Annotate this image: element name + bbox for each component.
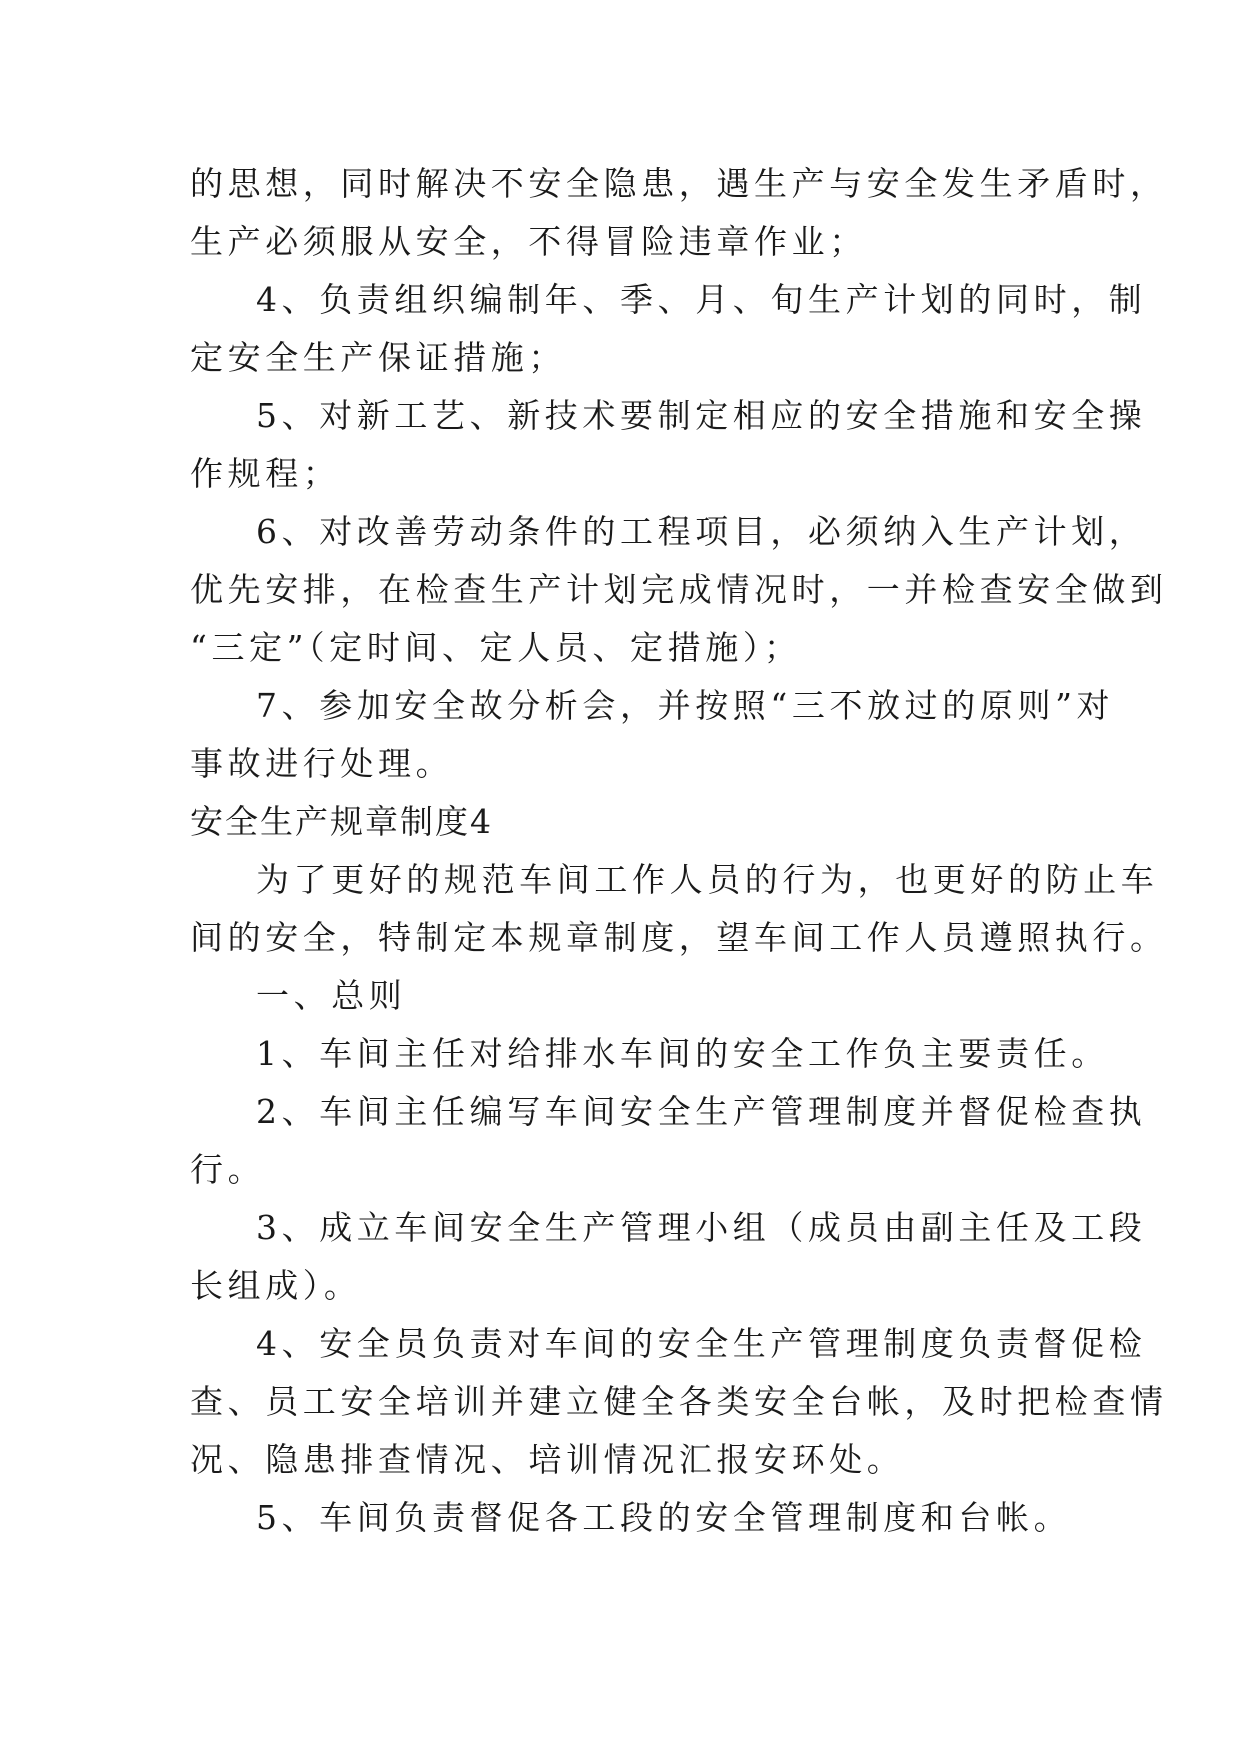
text-line: 5、车间负责督促各工段的安全管理制度和台帐。	[256, 1498, 1072, 1537]
subsection-heading: 一、总则	[256, 976, 407, 1015]
text-line: 1、车间主任对给排水车间的安全工作负主要责任。	[256, 1034, 1109, 1073]
section-heading: 安全生产规章制度4	[190, 802, 493, 841]
text-line: 的思想，同时解决不安全隐患，遇生产与安全发生矛盾时，	[190, 164, 1168, 203]
text-line: 作规程；	[190, 454, 341, 493]
text-line: 行。	[190, 1150, 266, 1189]
text-line: 长组成）。	[190, 1266, 362, 1305]
text-line: 查、员工安全培训并建立健全各类安全台帐，及时把检查情	[190, 1382, 1168, 1421]
text-line: 7、参加安全故分析会，并按照“三不放过的原则”对	[256, 686, 1115, 725]
text-line: 定安全生产保证措施；	[190, 338, 566, 377]
text-line: 5、对新工艺、新技术要制定相应的安全措施和安全操	[256, 396, 1147, 435]
text-line: 事故进行处理。	[190, 744, 454, 783]
text-line: 优先安排，在检查生产计划完成情况时，一并检查安全做到	[190, 570, 1168, 609]
text-line: “三定”（定时间、定人员、定措施）；	[190, 628, 802, 667]
text-line: 间的安全，特制定本规章制度，望车间工作人员遵照执行。	[190, 918, 1168, 957]
text-line: 6、对改善劳动条件的工程项目，必须纳入生产计划，	[256, 512, 1147, 551]
text-line: 2、车间主任编写车间安全生产管理制度并督促检查执	[256, 1092, 1147, 1131]
text-line: 3、成立车间安全生产管理小组（成员由副主任及工段	[256, 1208, 1147, 1247]
text-line: 4、负责组织编制年、季、月、旬生产计划的同时，制	[256, 280, 1147, 319]
text-line: 况、隐患排查情况、培训情况汇报安环处。	[190, 1440, 905, 1479]
text-line: 生产必须服从安全，不得冒险违章作业；	[190, 222, 867, 261]
text-line: 4、安全员负责对车间的安全生产管理制度负责督促检	[256, 1324, 1147, 1363]
text-line: 为了更好的规范车间工作人员的行为，也更好的防止车	[256, 860, 1159, 899]
